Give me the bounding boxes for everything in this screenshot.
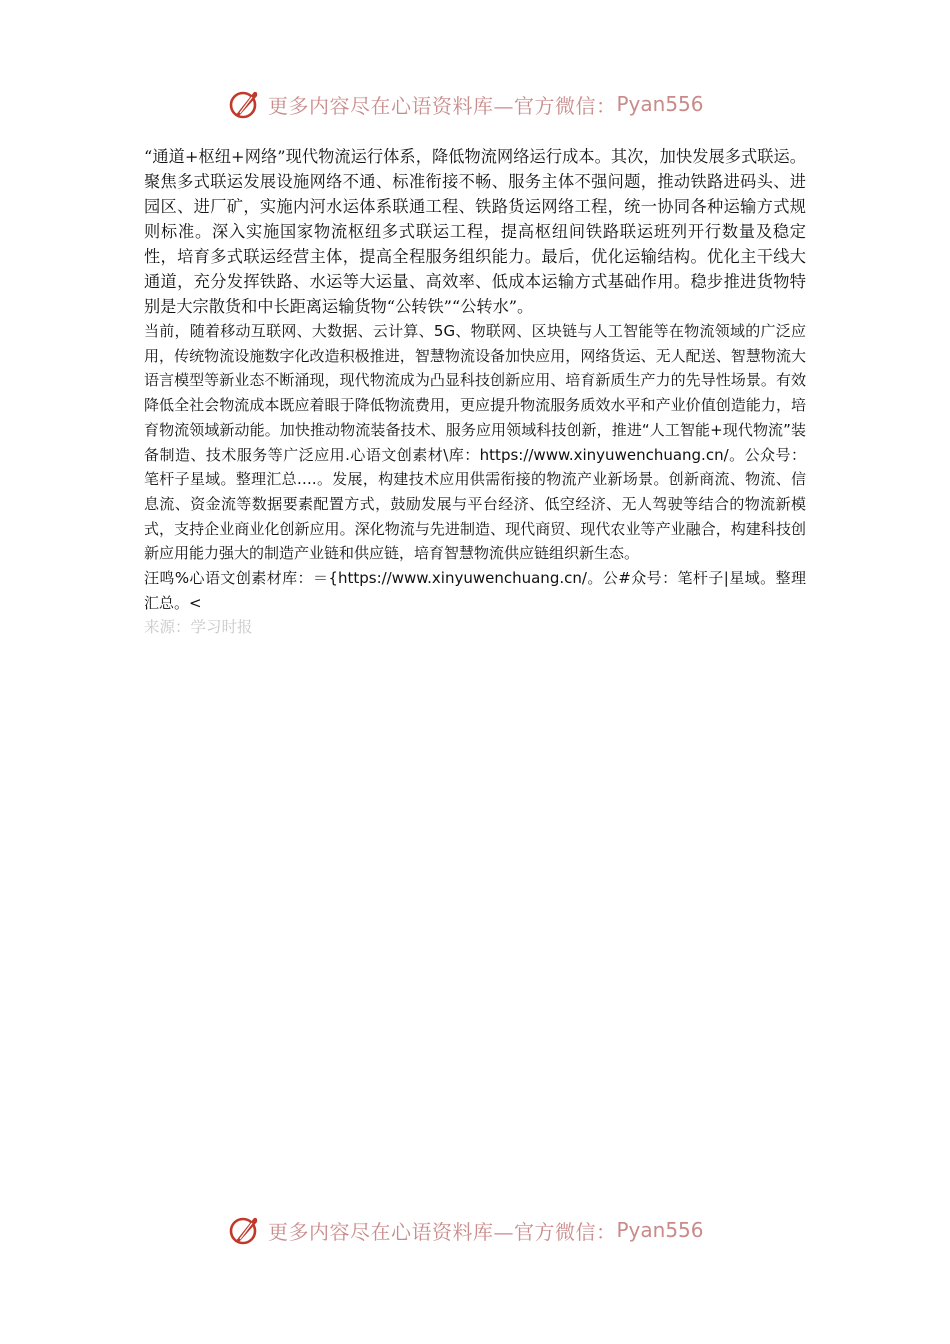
footer-slogan: 更多内容尽在心语资料库—官方微信： <box>268 1219 617 1244</box>
quill-pen-circle-icon <box>228 87 262 121</box>
footer-contact: Pyan556 <box>616 1218 704 1242</box>
quill-pen-circle-icon <box>228 1213 262 1247</box>
body-paragraph-1: “通道+枢纽+网络”现代物流运行体系，降低物流网络运行成本。其次，加快发展多式联运。聚焦多式联运发展设施网络不通、标准衔接不畅、服务主体不强问题，推动铁路进码头、进园区、进厂矿，实施内河水运体系联通工程、铁路货运网络工程，统一协同各种运输方式规则标准。深入实施国家物流枢纽多式联运工程，提高枢纽间铁路联运班列开行数量及稳定性，培育多式联运经营主体，提高全程服务组织能力。最后，优化运输结构。优化主干线大通道，充分发挥铁路、水运等大运量、高效率、低成本运输方式基础作用。稳步推进货物特别是大宗散货和中长距离运输货物“公转铁”“公转水”。 <box>144 147 806 316</box>
header-banner <box>228 86 704 122</box>
source-line: 来源：学习时报 <box>144 618 253 637</box>
header-contact: Pyan556 <box>616 92 704 116</box>
footer-banner <box>228 1212 704 1248</box>
document-body <box>144 144 806 640</box>
body-paragraph-2: 当前，随着移动互联网、大数据、云计算、5G、物联网、区块链与人工智能等在物流领域的广泛应用，传统物流设施数字化改造积极推进，智慧物流设备加快应用，网络货运、无人配送、智慧物流大语言模型等新业态不断涌现，现代物流成为凸显科技创新应用、培育新质生产力的先导性场景。有效降低全社会物流成本既应着眼于降低物流费用，更应提升物流服务质效水平和产业价值创造能力，培育物流领域新动能。加快推动物流装备技术、服务应用领域科技创新，推进“人工智能+现代物流”装备制造、技术服务等广泛应用.心语文创素材\库：https://www.xinyuwenchuang.cn/。公众号：笔杆子星域。整理汇总….。发展，构建技术应用供需衔接的物流产业新场景。创新商流、物流、信息流、资金流等数据要素配置方式，鼓励发展与平台经济、低空经济、无人驾驶等结合的物流新模式，支持企业商业化创新应用。深化物流与先进制造、现代商贸、现代农业等产业融合，构建科技创新应用能力强大的制造产业链和供应链，培育智慧物流供应链组织新生态。 <box>144 322 806 563</box>
header-slogan: 更多内容尽在心语资料库—官方微信： <box>268 93 617 118</box>
body-paragraph-3: 汪鸣%心语文创素材库：＝{https://www.xinyuwenchuang.cn/。公#众号：笔杆子|星域。整理汇总。< <box>144 569 806 612</box>
